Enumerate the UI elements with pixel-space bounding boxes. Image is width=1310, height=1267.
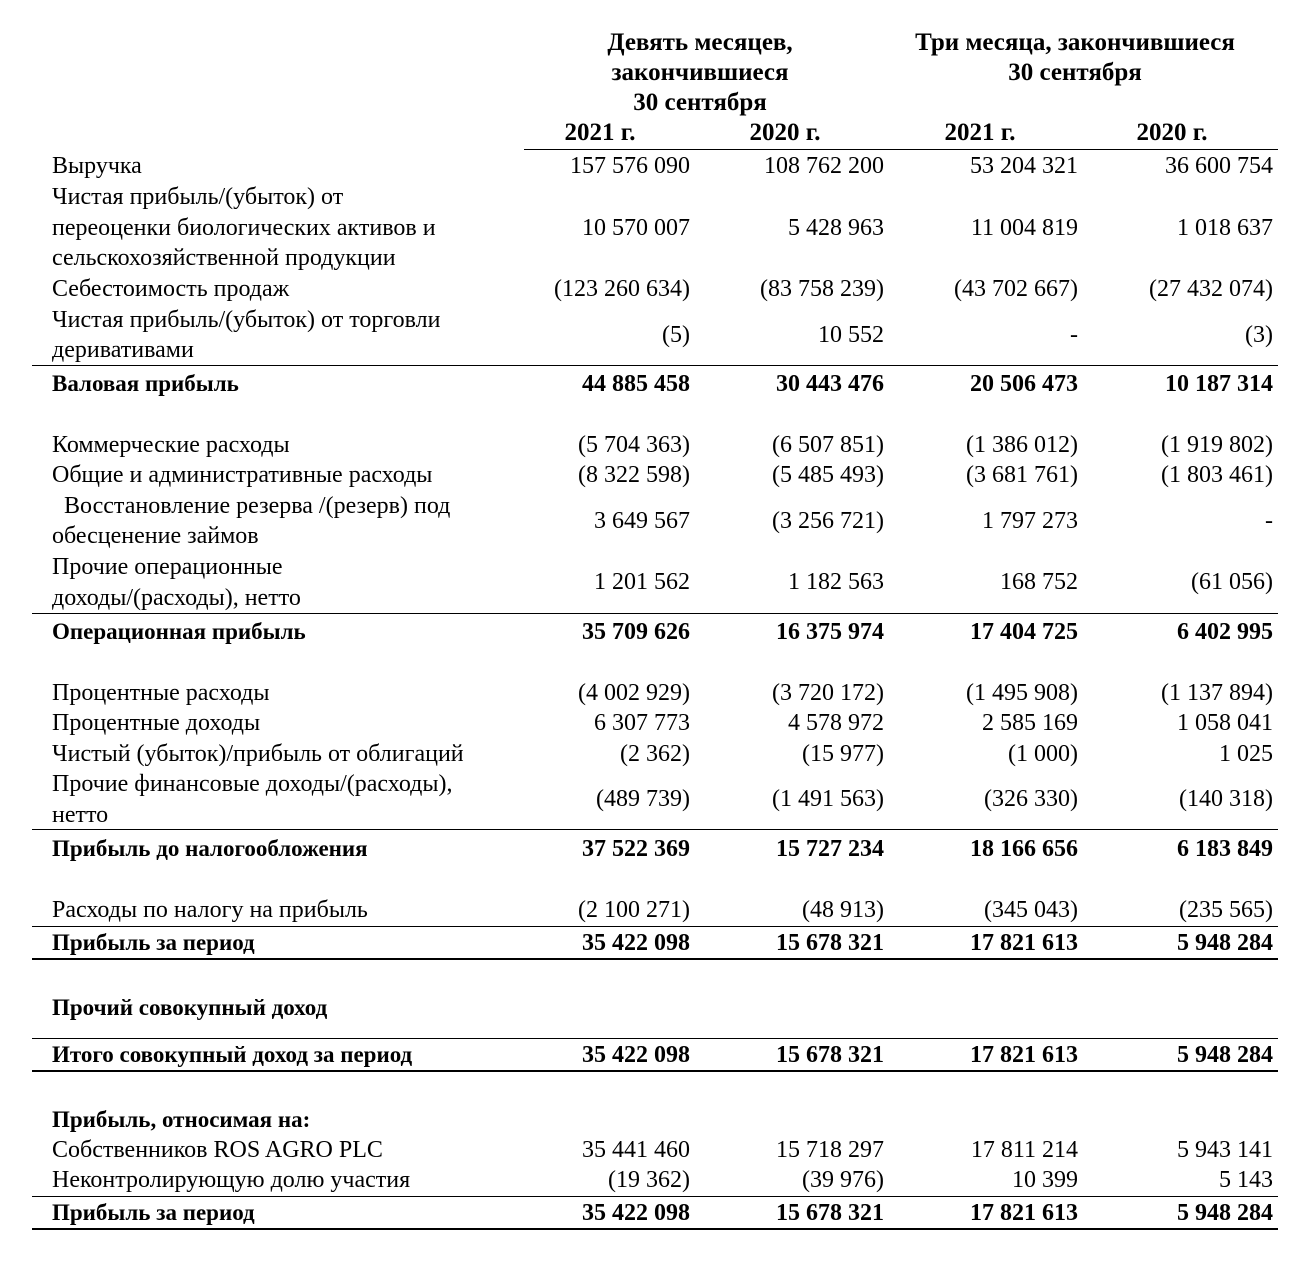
bonds-label: Чистый (убыток)/прибыль от облигаций xyxy=(52,741,464,767)
loan-impairment-label-line2: обесценение займов xyxy=(52,523,259,549)
interest-expense-value-2: (3 720 172) xyxy=(772,680,884,706)
rule-profit-for-period xyxy=(32,926,1278,927)
loan-impairment-value-4: - xyxy=(1265,508,1273,534)
rule-final-bottom xyxy=(32,1228,1278,1230)
other-operating-label-line2: доходы/(расходы), нетто xyxy=(52,585,301,611)
nci-value-3: 10 399 xyxy=(1012,1167,1078,1193)
profit-before-tax-label: Прибыль до налогообложения xyxy=(52,836,368,861)
three-months-header xyxy=(880,28,1270,88)
owners-value-3: 17 811 214 xyxy=(970,1137,1078,1163)
income-tax-value-4: (235 565) xyxy=(1179,897,1273,923)
nine-months-header-line3: 30 сентября xyxy=(633,89,767,116)
total-comprehensive-value-2: 15 678 321 xyxy=(776,1042,884,1068)
other-operating-value-4: (61 056) xyxy=(1191,569,1273,595)
revenue-label: Выручка xyxy=(52,153,142,179)
interest-income-value-4: 1 058 041 xyxy=(1177,710,1273,736)
derivatives-value-3: - xyxy=(1070,322,1078,348)
bio-revaluation-label-line3: сельскохозяйственной продукции xyxy=(52,245,396,271)
cost-of-sales-label: Себестоимость продаж xyxy=(52,276,290,302)
selling-expenses-value-4: (1 919 802) xyxy=(1161,432,1273,458)
rule-profit-for-period-bottom xyxy=(32,958,1278,960)
header-rule xyxy=(524,149,1278,150)
rule-total-comprehensive-bottom xyxy=(32,1070,1278,1072)
loan-impairment-value-3: 1 797 273 xyxy=(982,508,1078,534)
profit-for-period-2-value-3: 17 821 613 xyxy=(970,1200,1078,1226)
gross-profit-value-4: 10 187 314 xyxy=(1165,371,1273,397)
gross-profit-value-2: 30 443 476 xyxy=(776,371,884,397)
revenue-value-3: 53 204 321 xyxy=(970,153,1078,179)
operating-profit-label: Операционная прибыль xyxy=(52,619,306,644)
nci-value-4: 5 143 xyxy=(1219,1167,1273,1193)
other-finance-value-3: (326 330) xyxy=(984,786,1078,812)
admin-expenses-value-1: (8 322 598) xyxy=(578,462,690,488)
three-months-header-line1: Три месяца, закончившиеся xyxy=(915,29,1235,56)
profit-for-period-value-2: 15 678 321 xyxy=(776,930,884,956)
profit-for-period-2-value-4: 5 948 284 xyxy=(1177,1200,1273,1226)
nine-months-header-line1: Девять месяцев, xyxy=(607,29,793,56)
operating-profit-value-1: 35 709 626 xyxy=(582,619,690,645)
profit-for-period-2-value-2: 15 678 321 xyxy=(776,1200,884,1226)
gross-profit-label: Валовая прибыль xyxy=(52,371,239,396)
operating-profit-value-4: 6 402 995 xyxy=(1177,619,1273,645)
admin-expenses-value-2: (5 485 493) xyxy=(772,462,884,488)
derivatives-label-line2: деривативами xyxy=(52,337,194,363)
nci-value-2: (39 976) xyxy=(802,1167,884,1193)
cost-of-sales-value-4: (27 432 074) xyxy=(1149,276,1273,302)
bonds-value-2: (15 977) xyxy=(802,741,884,767)
other-operating-value-2: 1 182 563 xyxy=(788,569,884,595)
income-tax-value-1: (2 100 271) xyxy=(578,897,690,923)
bio-revaluation-value-3: 11 004 819 xyxy=(970,215,1078,241)
owners-value-2: 15 718 297 xyxy=(776,1137,884,1163)
income-tax-label: Расходы по налогу на прибыль xyxy=(52,897,368,923)
loan-impairment-label-line1: Восстановление резерва /(резерв) под xyxy=(64,493,451,519)
gross-profit-value-1: 44 885 458 xyxy=(582,371,690,397)
total-comprehensive-value-3: 17 821 613 xyxy=(970,1042,1078,1068)
nine-months-header xyxy=(540,28,860,118)
bio-revaluation-value-2: 5 428 963 xyxy=(788,215,884,241)
loan-impairment-value-1: 3 649 567 xyxy=(594,508,690,534)
col-header-1: 2021 г. xyxy=(564,119,636,146)
profit-before-tax-value-4: 6 183 849 xyxy=(1177,836,1273,862)
interest-expense-value-4: (1 137 894) xyxy=(1161,680,1273,706)
other-operating-label-line1: Прочие операционные xyxy=(52,554,283,580)
admin-expenses-value-3: (3 681 761) xyxy=(966,462,1078,488)
profit-before-tax-value-1: 37 522 369 xyxy=(582,836,690,862)
owners-value-1: 35 441 460 xyxy=(582,1137,690,1163)
owners-label: Собственников ROS AGRO PLC xyxy=(52,1137,383,1163)
rule-profit-for-period-2 xyxy=(32,1196,1278,1197)
revenue-value-4: 36 600 754 xyxy=(1165,153,1273,179)
rule-profit-before-tax xyxy=(32,829,1278,830)
selling-expenses-value-2: (6 507 851) xyxy=(772,432,884,458)
other-finance-label-line2: нетто xyxy=(52,802,109,828)
profit-for-period-value-1: 35 422 098 xyxy=(582,930,690,956)
bonds-value-1: (2 362) xyxy=(620,741,690,767)
bio-revaluation-label-line2: переоценки биологических активов и xyxy=(52,215,436,241)
cost-of-sales-value-2: (83 758 239) xyxy=(760,276,884,302)
bio-revaluation-label-line1: Чистая прибыль/(убыток) от xyxy=(52,184,344,210)
derivatives-value-4: (3) xyxy=(1245,322,1273,348)
bio-revaluation-value-1: 10 570 007 xyxy=(582,215,690,241)
interest-income-value-1: 6 307 773 xyxy=(594,710,690,736)
three-months-header-line2: 30 сентября xyxy=(1008,59,1142,86)
operating-profit-value-2: 16 375 974 xyxy=(776,619,884,645)
operating-profit-value-3: 17 404 725 xyxy=(970,619,1078,645)
other-finance-value-4: (140 318) xyxy=(1179,786,1273,812)
interest-expense-value-1: (4 002 929) xyxy=(578,680,690,706)
profit-for-period-label: Прибыль за период xyxy=(52,930,255,955)
selling-expenses-value-1: (5 704 363) xyxy=(578,432,690,458)
profit-for-period-value-3: 17 821 613 xyxy=(970,930,1078,956)
cost-of-sales-value-1: (123 260 634) xyxy=(554,276,690,302)
other-finance-value-2: (1 491 563) xyxy=(772,786,884,812)
profit-for-period-2-label: Прибыль за период xyxy=(52,1200,255,1225)
income-tax-value-3: (345 043) xyxy=(984,897,1078,923)
interest-expense-label: Процентные расходы xyxy=(52,680,270,706)
interest-expense-value-3: (1 495 908) xyxy=(966,680,1078,706)
interest-income-label: Процентные доходы xyxy=(52,710,261,736)
profit-for-period-2-value-1: 35 422 098 xyxy=(582,1200,690,1226)
nci-value-1: (19 362) xyxy=(608,1167,690,1193)
selling-expenses-value-3: (1 386 012) xyxy=(966,432,1078,458)
rule-gross-profit xyxy=(32,365,1278,366)
other-finance-label-line1: Прочие финансовые доходы/(расходы), xyxy=(52,771,453,797)
total-comprehensive-label: Итого совокупный доход за период xyxy=(52,1042,413,1067)
other-comprehensive-label: Прочий совокупный доход xyxy=(52,995,328,1020)
other-finance-value-1: (489 739) xyxy=(596,786,690,812)
derivatives-label-line1: Чистая прибыль/(убыток) от торговли xyxy=(52,307,441,333)
other-operating-value-3: 168 752 xyxy=(1000,569,1078,595)
bonds-value-3: (1 000) xyxy=(1008,741,1078,767)
interest-income-value-3: 2 585 169 xyxy=(982,710,1078,736)
income-tax-value-2: (48 913) xyxy=(802,897,884,923)
nci-label: Неконтролирующую долю участия xyxy=(52,1167,411,1193)
rule-total-comprehensive xyxy=(32,1038,1278,1039)
profit-before-tax-value-2: 15 727 234 xyxy=(776,836,884,862)
loan-impairment-value-2: (3 256 721) xyxy=(772,508,884,534)
bonds-value-4: 1 025 xyxy=(1219,741,1273,767)
cost-of-sales-value-3: (43 702 667) xyxy=(954,276,1078,302)
col-header-4: 2020 г. xyxy=(1136,119,1208,146)
nine-months-header-line2: закончившиеся xyxy=(611,59,789,86)
revenue-value-2: 108 762 200 xyxy=(764,153,884,179)
selling-expenses-label: Коммерческие расходы xyxy=(52,432,290,458)
total-comprehensive-value-4: 5 948 284 xyxy=(1177,1042,1273,1068)
rule-operating-profit xyxy=(32,613,1278,614)
profit-for-period-value-4: 5 948 284 xyxy=(1177,930,1273,956)
owners-value-4: 5 943 141 xyxy=(1177,1137,1273,1163)
bio-revaluation-value-4: 1 018 637 xyxy=(1177,215,1273,241)
admin-expenses-label: Общие и административные расходы xyxy=(52,462,433,488)
interest-income-value-2: 4 578 972 xyxy=(788,710,884,736)
derivatives-value-1: (5) xyxy=(662,322,690,348)
derivatives-value-2: 10 552 xyxy=(818,322,884,348)
col-header-3: 2021 г. xyxy=(944,119,1016,146)
total-comprehensive-value-1: 35 422 098 xyxy=(582,1042,690,1068)
col-header-2: 2020 г. xyxy=(749,119,821,146)
profit-before-tax-value-3: 18 166 656 xyxy=(970,836,1078,862)
attributable-header-label: Прибыль, относимая на: xyxy=(52,1107,311,1132)
gross-profit-value-3: 20 506 473 xyxy=(970,371,1078,397)
revenue-value-1: 157 576 090 xyxy=(570,153,690,179)
other-operating-value-1: 1 201 562 xyxy=(594,569,690,595)
admin-expenses-value-4: (1 803 461) xyxy=(1161,462,1273,488)
